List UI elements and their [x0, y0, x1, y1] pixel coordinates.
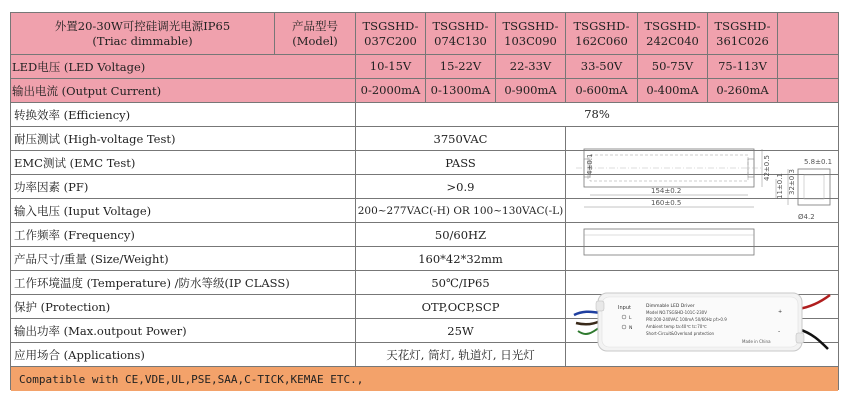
- efficiency-value: 78%: [584, 107, 610, 121]
- product-title: [11, 13, 275, 54]
- model-col-6: [708, 13, 778, 54]
- photo-label-title: Dimmable LED Driver: [646, 304, 695, 309]
- dim-160: 160±0.5: [651, 199, 682, 207]
- model-6-line1: TSGSHD-: [714, 18, 771, 33]
- model-4-line1: TSGSHD-: [573, 18, 630, 33]
- spec-value: 50/60HZ: [356, 223, 566, 246]
- led-voltage-label: LED电压 (LED Voltage): [11, 55, 356, 78]
- current-cell-6: 0-260mA: [708, 79, 778, 102]
- dim-32: 32±0.3: [788, 169, 796, 195]
- product-title-line1: 外置20-30W可控硅调光电源IP65: [54, 18, 231, 33]
- footer-row: [11, 367, 838, 391]
- current-cell-1: 0-2000mA: [356, 79, 426, 102]
- spec-value: 200~277VAC(-H) OR 100~130VAC(-L): [356, 199, 566, 222]
- photo-out-minus: -: [778, 328, 781, 335]
- current-cell-3: 0-900mA: [496, 79, 566, 102]
- voltage-cell-1: 10-15V: [356, 55, 426, 78]
- product-title-line2: (Triac dimmable): [92, 33, 193, 48]
- efficiency-label: 转换效率 (Efficiency): [11, 103, 356, 126]
- spec-value: 天花灯, 筒灯, 轨道灯, 日光灯: [356, 343, 566, 366]
- spec-label: 产品尺寸/重量 (Size/Weight): [11, 247, 356, 270]
- spec-value: 25W: [356, 319, 566, 342]
- efficiency-row: [11, 103, 838, 127]
- dim-58: 5.8±0.1: [804, 158, 833, 166]
- spec-label: 耐压测试 (High-voltage Test): [11, 127, 356, 150]
- current-cell-5: 0-400mA: [638, 79, 708, 102]
- spec-label: 输出功率 (Max.outpout Power): [11, 319, 356, 342]
- model-4-line2: 162C060: [575, 33, 628, 48]
- led-voltage-row: [11, 55, 838, 79]
- spec-sheet: [10, 12, 839, 390]
- spec-value: 3750VAC: [356, 127, 566, 150]
- dim-154: 154±0.2: [651, 187, 682, 195]
- dim-11: 11±0.1: [776, 173, 784, 199]
- dim-42: 42±0.5: [763, 155, 771, 181]
- photo-made-in: Made in China: [742, 339, 771, 344]
- model-col-3: [496, 13, 566, 54]
- model-1-line1: TSGSHD-: [362, 18, 419, 33]
- spec-value: PASS: [356, 151, 566, 174]
- spec-label: 应用场合 (Applications): [11, 343, 356, 366]
- model-6-line2: 361C026: [716, 33, 769, 48]
- photo-label-model: Model NO.TSGSHD-101C-230V: [646, 310, 707, 315]
- voltage-cell-4: 33-50V: [566, 55, 638, 78]
- voltage-cell-3: 22-33V: [496, 55, 566, 78]
- spec-label: 保护 (Protection): [11, 295, 356, 318]
- photo-input-label: Input: [618, 305, 631, 311]
- model-col-1: [356, 13, 426, 54]
- model-col-empty: [778, 13, 838, 54]
- photo-l-mark: L: [629, 316, 632, 321]
- output-current-row: [11, 79, 838, 103]
- photo-out-plus: +: [778, 309, 783, 315]
- photo-n-mark: N: [629, 326, 633, 331]
- voltage-cell-2: 15-22V: [426, 55, 496, 78]
- model-5-line1: TSGSHD-: [644, 18, 701, 33]
- spec-label: 输入电压 (Iuput Voltage): [11, 199, 356, 222]
- model-col-2: [426, 13, 496, 54]
- model-1-line2: 037C200: [364, 33, 417, 48]
- voltage-cell-5: 50-75V: [638, 55, 708, 78]
- photo-label-line3: PRI:200-240VAC 100mA 50/60Hz pf>0.9: [646, 317, 727, 322]
- spec-label: 工作频率 (Frequency): [11, 223, 356, 246]
- dim-4: 4±0.1: [586, 153, 594, 175]
- spec-value: 160*42*32mm: [356, 247, 566, 270]
- current-cell-2: 0-1300mA: [426, 79, 496, 102]
- spec-value: 50℃/IP65: [356, 271, 566, 294]
- output-current-label: 输出电流 (Output Current): [11, 79, 356, 102]
- dim-hole: Ø4.2: [798, 213, 815, 221]
- spec-label: 功率因素 (PF): [11, 175, 356, 198]
- spec-label: EMC测试 (EMC Test): [11, 151, 356, 174]
- model-2-line1: TSGSHD-: [432, 18, 489, 33]
- product-photo: [566, 271, 838, 367]
- model-label-line2: (Model): [292, 33, 338, 48]
- model-label: [275, 13, 356, 54]
- model-5-line2: 242C040: [646, 33, 699, 48]
- current-cell-4: 0-600mA: [566, 79, 638, 102]
- model-3-line2: 103C090: [504, 33, 557, 48]
- model-2-line2: 074C130: [434, 33, 487, 48]
- dimension-drawing: [566, 129, 838, 269]
- model-col-4: [566, 13, 638, 54]
- model-label-line1: 产品型号: [292, 18, 338, 33]
- model-col-5: [638, 13, 708, 54]
- photo-label-line4: Ambient temp ta:40℃ tc:70℃: [646, 324, 707, 329]
- photo-label-line5: Short-Circuit&Overload protection: [646, 331, 715, 336]
- header-row: [11, 13, 838, 55]
- spec-label: 工作环境温度 (Temperature) /防水等级(IP CLASS): [11, 271, 356, 294]
- compatibility-note: Compatible with CE,VDE,UL,PSE,SAA,C-TICK,KEMAE ETC.,: [19, 372, 364, 386]
- spec-value: >0.9: [356, 175, 566, 198]
- voltage-cell-6: 75-113V: [708, 55, 778, 78]
- spec-value: OTP,OCP,SCP: [356, 295, 566, 318]
- model-3-line1: TSGSHD-: [502, 18, 559, 33]
